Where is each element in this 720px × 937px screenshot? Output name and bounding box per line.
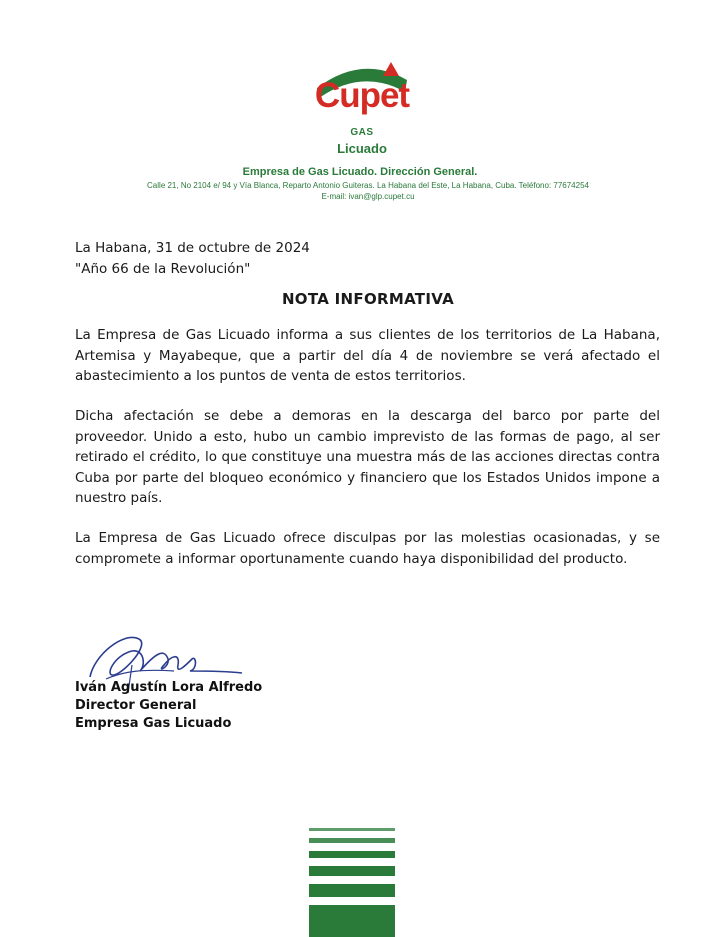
letter-title: NOTA INFORMATIVA	[281, 290, 455, 308]
letterhead-address: Calle 21, No 2104 e/ 94 y Vía Blanca, Reparto Antonio Guiteras. La Habana del Este, La Habana, Cuba. Teléfono: 77674254	[147, 181, 589, 190]
letterhead-company: Empresa de Gas Licuado. Dirección General.	[242, 166, 478, 178]
letter-date: La Habana, 31 de octubre de 2024	[75, 240, 310, 256]
signer-organization: Empresa Gas Licuado	[75, 716, 232, 731]
logo-gas-text: GAS	[350, 127, 374, 138]
letterhead-email: E-mail: ivan@glp.cupet.cu	[321, 192, 415, 201]
logo-wordmark: Cupet	[314, 76, 410, 115]
letter-motto: "Año 66 de la Revolución"	[75, 261, 251, 277]
paragraph-1: La Empresa de Gas Licuado informa a sus clientes de los territorios de La Habana, Artemisa y Mayabeque, que a partir del día 4 de noviembre se verá afectado el abastecimiento a los puntos de venta de estos territorios.	[75, 327, 660, 384]
logo-licuado-text: Licuado	[337, 141, 387, 156]
signer-name: Iván Agustín Lora Alfredo	[75, 680, 263, 695]
signer-role: Director General	[75, 698, 197, 713]
cupet-logo	[309, 58, 415, 158]
paragraph-2: Dicha afectación se debe a demoras en la descarga del barco por parte del proveedor. Unido a esto, hubo un cambio imprevisto de las formas de pago, al ser retirado el crédito, lo que constituye una muestra más de las acciones directas contra Cuba por parte del bloqueo económico y financiero que los Estados Unidos impone a nuestro país.	[75, 408, 660, 506]
footer-stripes-icon	[309, 826, 395, 937]
paragraph-3: La Empresa de Gas Licuado ofrece disculpas por las molestias ocasionadas, y se compromete a informar oportunamente cuando haya disponibilidad del producto.	[75, 530, 660, 567]
